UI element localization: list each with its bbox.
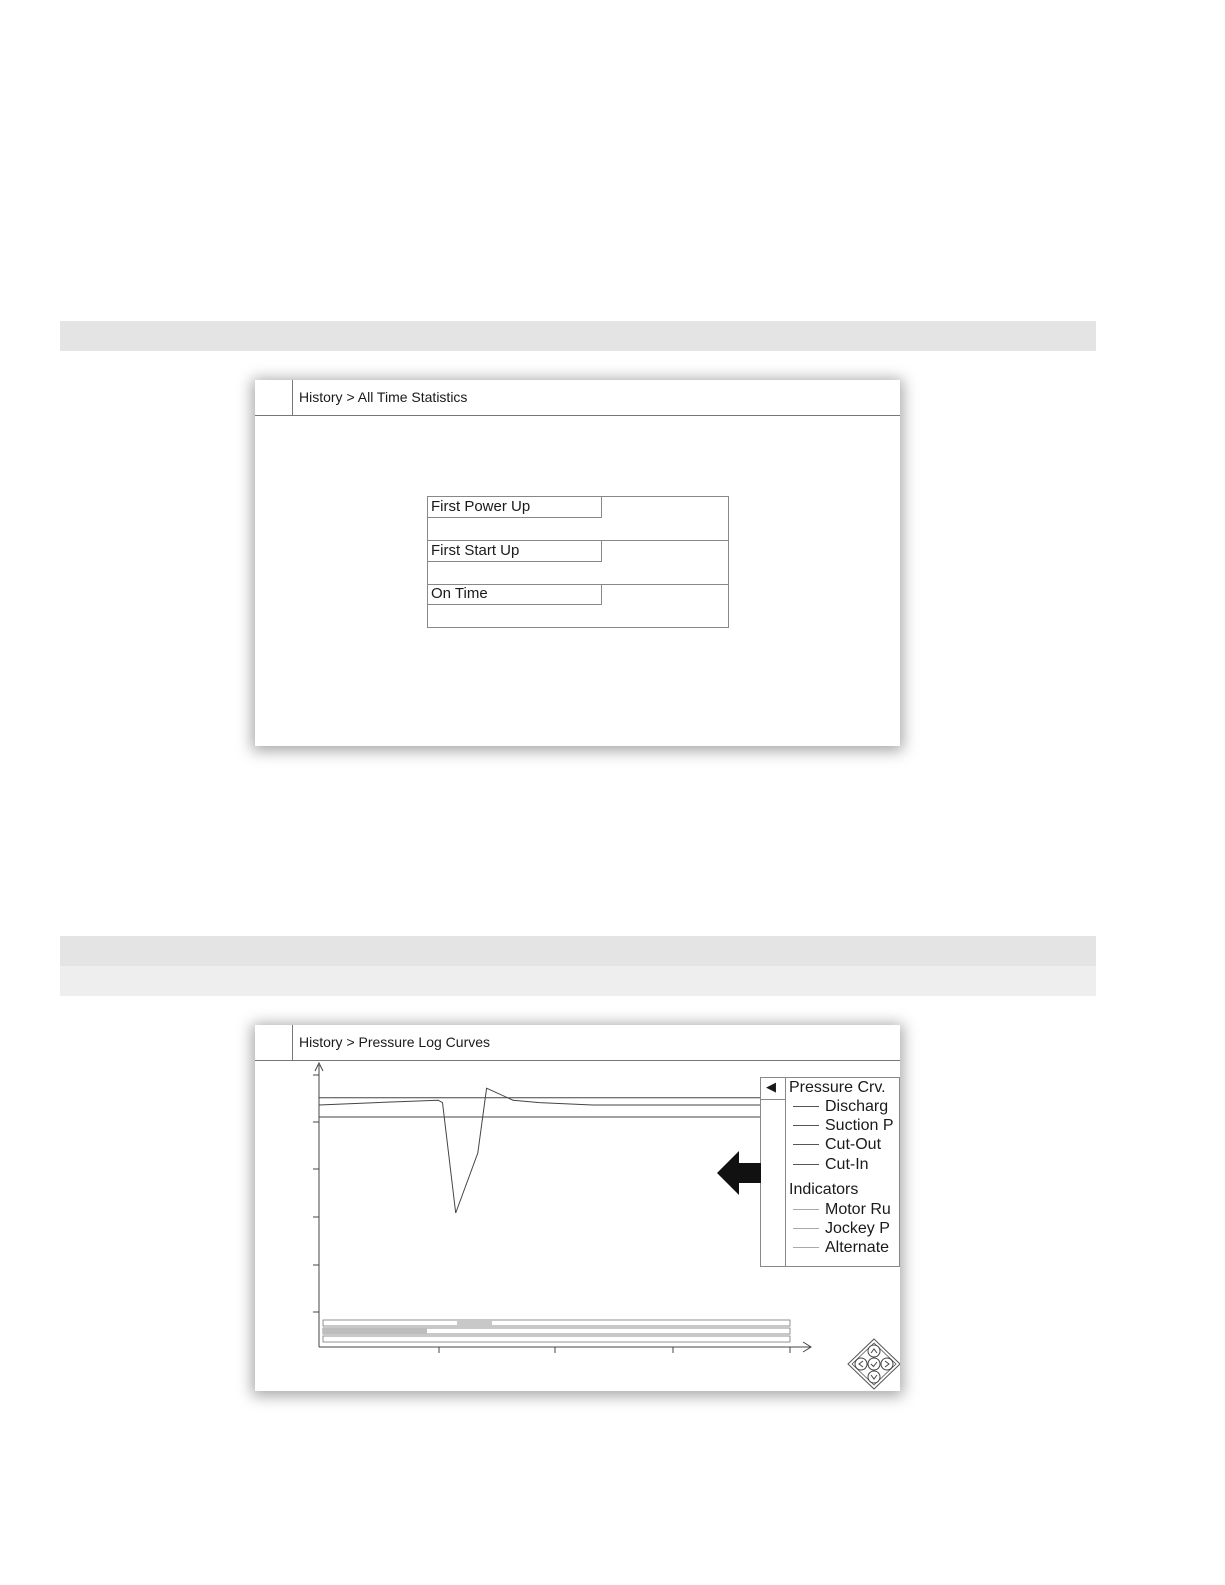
legend-label: Cut-Out <box>825 1136 882 1153</box>
breadcrumb: History > Pressure Log Curves <box>299 1034 491 1050</box>
legend-item-alternate[interactable] <box>793 1239 889 1257</box>
legend-label: Suction P <box>825 1117 894 1134</box>
x-ticks <box>439 1347 790 1353</box>
legend-label: Cut-In <box>825 1156 869 1173</box>
left-arrow-icon[interactable] <box>717 1151 761 1195</box>
legend-label: Discharg <box>825 1098 889 1115</box>
legend-item-jockey-pump[interactable] <box>793 1220 890 1238</box>
legend-heading-indicators: Indicators <box>789 1181 859 1198</box>
series-line-0 <box>319 1088 760 1213</box>
nav-right-button[interactable] <box>881 1358 893 1370</box>
nav-ok-button[interactable] <box>868 1358 880 1370</box>
section-header-band <box>60 936 1096 966</box>
legend-item-suction[interactable] <box>793 1117 893 1135</box>
stat-row-on-time <box>428 584 728 628</box>
nav-down-button[interactable] <box>868 1371 880 1383</box>
line-swatch <box>793 1144 819 1145</box>
line-swatch <box>793 1164 819 1165</box>
legend-side-column <box>761 1078 786 1266</box>
line-swatch <box>793 1106 819 1107</box>
title-bar <box>255 1025 900 1061</box>
line-swatch <box>793 1209 819 1210</box>
indicator-bar-motor <box>323 1320 790 1326</box>
navigation-pad-icon[interactable] <box>845 1338 900 1390</box>
indicator-bar-fill <box>323 1328 427 1334</box>
back-button[interactable] <box>255 1025 293 1060</box>
stat-label: First Power Up <box>428 497 602 518</box>
legend-panel <box>760 1077 900 1267</box>
all-time-statistics-screen <box>255 380 900 746</box>
breadcrumb: History > All Time Statistics <box>299 389 468 405</box>
collapse-legend-button[interactable]: ◀ <box>766 1080 776 1095</box>
legend-label: Alternate <box>825 1239 890 1256</box>
legend-item-discharge[interactable] <box>793 1098 888 1116</box>
back-button[interactable] <box>255 380 293 415</box>
line-swatch <box>793 1247 819 1248</box>
stat-label: On Time <box>428 584 602 605</box>
indicator-bars <box>323 1320 790 1342</box>
indicator-bar-fill <box>457 1320 492 1326</box>
legend-label: Motor Ru <box>825 1201 891 1218</box>
legend-item-cut-in[interactable] <box>793 1156 869 1174</box>
series-layer <box>319 1088 760 1213</box>
stat-label: First Start Up <box>428 541 602 562</box>
line-swatch <box>793 1228 819 1229</box>
y-ticks <box>313 1075 319 1312</box>
legend-item-motor-running[interactable] <box>793 1201 891 1219</box>
section-header-band <box>60 321 1096 351</box>
line-swatch <box>793 1125 819 1126</box>
nav-left-button[interactable] <box>855 1358 867 1370</box>
legend-item-cut-out[interactable] <box>793 1136 881 1154</box>
statistics-table <box>427 496 729 628</box>
stat-row-first-start-up <box>428 541 728 585</box>
legend-heading-pressure: Pressure Crv. <box>789 1079 886 1096</box>
indicator-bar-alternate <box>323 1336 790 1342</box>
pressure-log-curves-screen <box>255 1025 900 1391</box>
divider <box>761 1099 785 1100</box>
section-subheader-band <box>60 966 1096 996</box>
nav-up-button[interactable] <box>868 1345 880 1357</box>
stat-row-first-power-up <box>428 497 728 541</box>
legend-label: Jockey P <box>825 1220 890 1237</box>
title-bar <box>255 380 900 416</box>
